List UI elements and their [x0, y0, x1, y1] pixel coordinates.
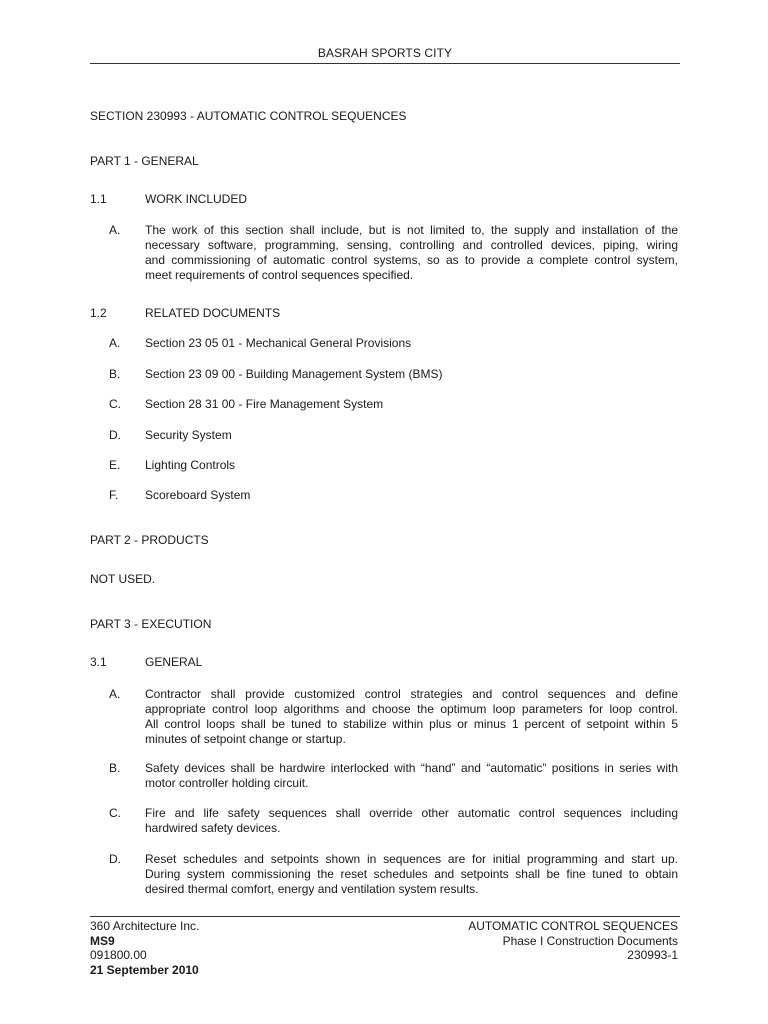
s12-item-letter: F. — [109, 488, 119, 502]
s12-item-text: Scoreboard System — [145, 488, 251, 502]
paragraph-line: hardwired safety devices. — [145, 821, 281, 835]
paragraph-line: Safety devices shall be hardwire interlocked with “hand” and “automatic” positions in series with — [145, 761, 678, 775]
s31-title: GENERAL — [145, 655, 203, 669]
footer-date: 21 September 2010 — [90, 962, 199, 977]
footer-company: 360 Architecture Inc. — [90, 919, 200, 933]
paragraph-line: motor controller holding circuit. — [145, 776, 309, 790]
s31-b-paragraph — [145, 761, 678, 791]
footer-project-number: 091800.00 — [90, 948, 147, 962]
s12-item-text: Section 23 09 00 - Building Management System (BMS) — [145, 367, 443, 381]
s12-number: 1.2 — [90, 306, 107, 320]
header-title: BASRAH SPORTS CITY — [317, 46, 453, 60]
s12-item-text: Security System — [145, 428, 232, 442]
footer-left-block — [90, 919, 199, 977]
s12-item-letter: C. — [109, 397, 121, 411]
part2-title: PART 2 - PRODUCTS — [90, 533, 209, 547]
part1-title: PART 1 - GENERAL — [90, 154, 199, 168]
paragraph-line: necessary software, programming, sensing, controlling and controlled devices, piping, wiring — [145, 238, 678, 252]
footer-project-code: MS9 — [90, 933, 115, 948]
footer-divider — [90, 916, 680, 917]
s31-d-letter: D. — [109, 852, 121, 866]
footer-section-name: AUTOMATIC CONTROL SEQUENCES — [468, 919, 678, 933]
s31-c-paragraph — [145, 806, 678, 836]
s12-item-text: Section 23 05 01 - Mechanical General Provisions — [145, 336, 412, 350]
s12-item-letter: D. — [109, 428, 121, 442]
section-title: SECTION 230993 - AUTOMATIC CONTROL SEQUENCES — [90, 109, 407, 123]
s11-a-letter: A. — [109, 223, 121, 237]
s31-b-letter: B. — [109, 761, 121, 775]
paragraph-line: appropriate control loop algorithms and choose the optimum loop parameters for loop control. — [145, 702, 678, 716]
footer-phase: Phase I Construction Documents — [502, 933, 678, 948]
s31-d-paragraph — [145, 852, 678, 897]
paragraph-line: During system commissioning the reset schedules and setpoints shall be fine tuned to obtain — [145, 867, 678, 881]
s12-item-text: Lighting Controls — [145, 458, 236, 472]
s11-a-paragraph — [145, 223, 678, 283]
s31-number: 3.1 — [90, 655, 107, 669]
s12-title: RELATED DOCUMENTS — [145, 306, 281, 320]
paragraph-line: minutes of setpoint change or startup. — [145, 732, 346, 746]
paragraph-line: desired thermal comfort, energy and ventilation system results. — [145, 882, 479, 896]
paragraph-line: All control loops shall be tuned to stabilize within plus or minus 1 percent of setpoint within 5 — [145, 717, 678, 731]
footer-page-number: 230993-1 — [627, 948, 678, 962]
paragraph-line: Fire and life safety sequences shall override other automatic control sequences including — [145, 806, 678, 820]
paragraph-line: meet requirements of control sequences specified. — [145, 268, 414, 282]
s11-title: WORK INCLUDED — [145, 192, 248, 206]
part3-title: PART 3 - EXECUTION — [90, 617, 212, 631]
paragraph-line: The work of this section shall include, but is not limited to, the supply and installation of the — [145, 223, 678, 237]
s12-item-letter: A. — [109, 336, 121, 350]
s12-item-letter: E. — [109, 458, 121, 472]
paragraph-line: Reset schedules and setpoints shown in sequences are for initial programming and start up. — [145, 852, 678, 866]
header-divider — [90, 63, 680, 64]
footer-right-block — [468, 919, 678, 963]
part2-note: NOT USED. — [90, 572, 156, 586]
s31-a-letter: A. — [109, 687, 121, 701]
s11-number: 1.1 — [90, 192, 107, 206]
paragraph-line: Contractor shall provide customized control strategies and control sequences and define — [145, 687, 678, 701]
s31-a-paragraph — [145, 687, 678, 747]
s31-c-letter: C. — [109, 806, 121, 820]
paragraph-line: and commissioning of automatic control systems, so as to provide a complete control system, — [145, 253, 678, 267]
s12-item-text: Section 28 31 00 - Fire Management System — [145, 397, 384, 411]
s12-item-letter: B. — [109, 367, 121, 381]
